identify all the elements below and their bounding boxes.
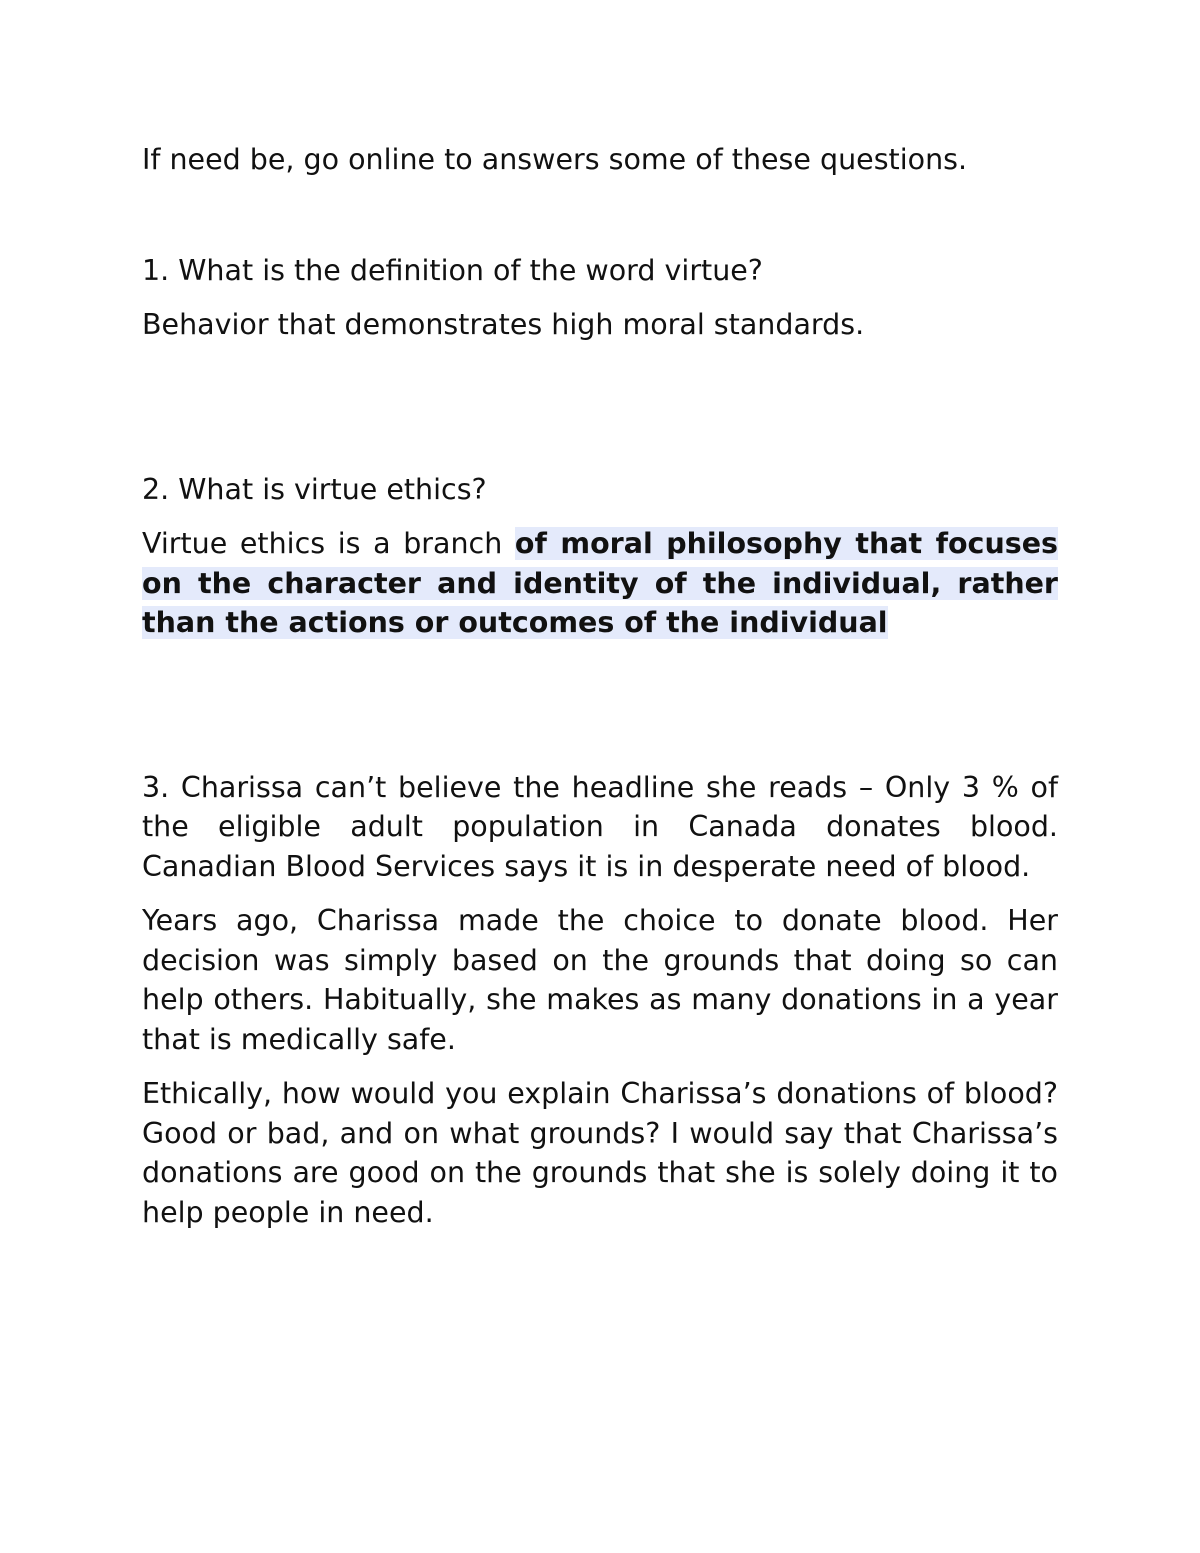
question-1: 1. What is the definition of the word virtue?: [142, 253, 763, 287]
question-2: 2. What is virtue ethics?: [142, 472, 487, 506]
answer-2: [142, 524, 1058, 643]
question-3-context: Years ago, Charissa made the choice to donate blood. Her decision was simply based on the grounds that doing so can help others. Habitually, she makes as many donations in a year that is medically safe.: [142, 904, 1058, 1056]
answer-2-plain-text: Virtue ethics is a branch: [142, 527, 515, 560]
intro-text: If need be, go online to answers some of these questions.: [142, 143, 968, 176]
answer-1: Behavior that demonstrates high moral standards.: [142, 308, 865, 341]
answer-3: Ethically, how would you explain Charissa’s donations of blood? Good or bad, and on what grounds? I would say that Charissa’s donations are good on the grounds that she is solely doing it to help people in need.: [142, 1077, 1058, 1229]
document-body: [142, 140, 1058, 1232]
answer-2-highlighted-text: of moral philosophy that focuses on the character and identity of the individual, rather than the actions or outcomes of the individual: [142, 527, 1058, 639]
question-3: 3. Charissa can’t believe the headline she reads – Only 3 % of the eligible adult population in Canada donates blood. Canadian Blood Services says it is in desperate need of blood.: [142, 770, 1058, 883]
